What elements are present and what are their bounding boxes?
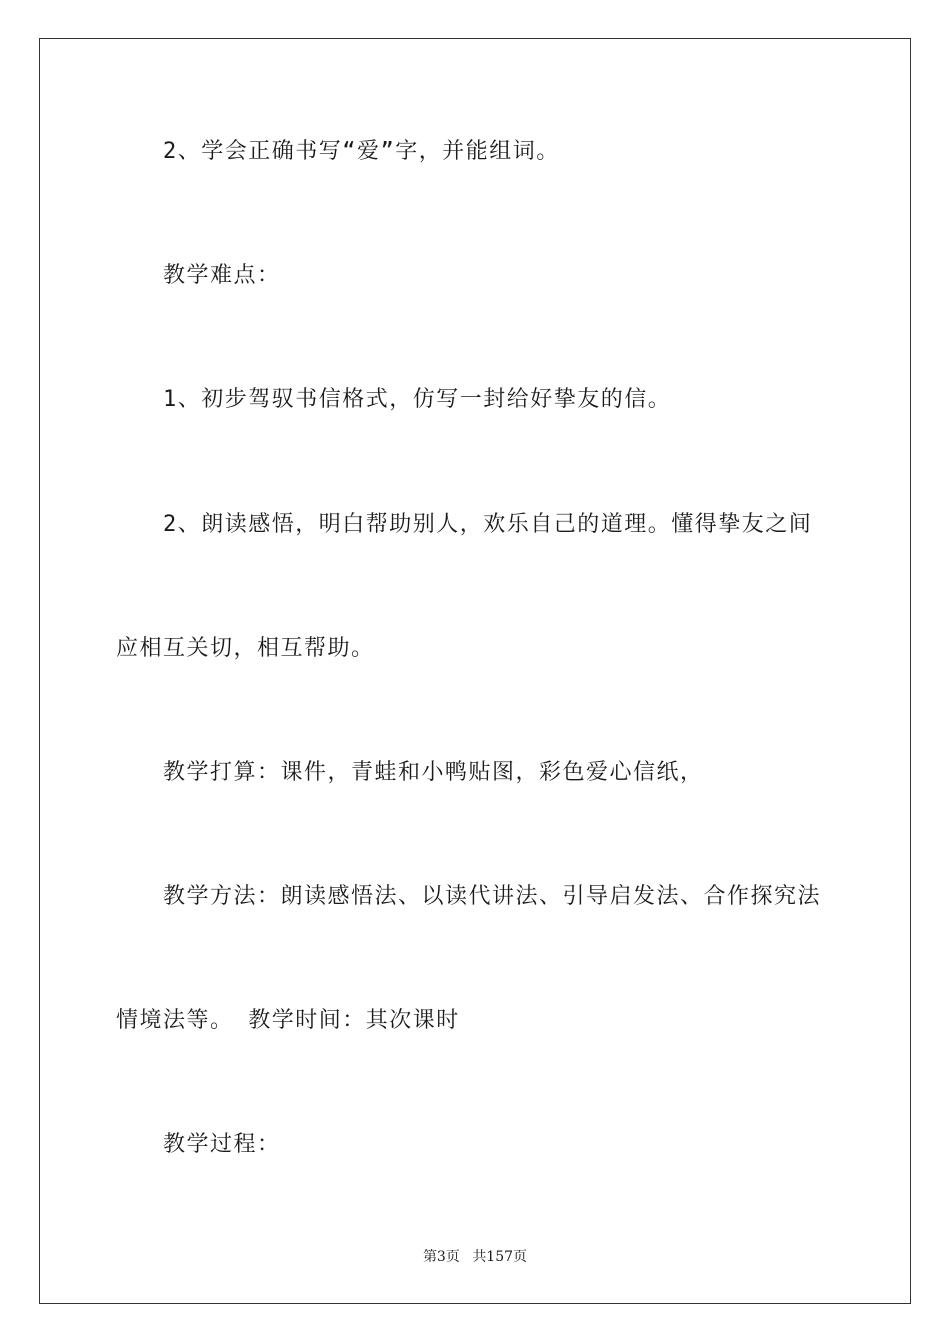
page-number: 第3页	[422, 1249, 460, 1265]
section-heading-difficulties: 教学难点：	[163, 263, 281, 288]
page-border	[39, 38, 911, 1304]
paragraph-line-continued: 情境法等。 教学时间：其次课时	[116, 1008, 460, 1033]
total-pages: 共157页	[472, 1249, 528, 1265]
section-heading-process: 教学过程：	[163, 1132, 281, 1157]
paragraph-line: 2、朗读感悟，明白帮助别人，欢乐自己的道理。懂得挚友之间	[163, 512, 813, 537]
paragraph-line: 教学方法：朗读感悟法、以读代讲法、引导启发法、合作探究法	[163, 884, 822, 909]
page-footer	[0, 1248, 950, 1266]
paragraph-line: 2、学会正确书写“爱”字，并能组词。	[163, 139, 560, 164]
paragraph-line: 教学打算：课件，青蛙和小鸭贴图，彩色爱心信纸，	[163, 760, 704, 785]
paragraph-line: 1、初步驾驭书信格式，仿写一封给好挚友的信。	[163, 387, 672, 412]
paragraph-line-continued: 应相互关切，相互帮助。	[116, 636, 375, 661]
